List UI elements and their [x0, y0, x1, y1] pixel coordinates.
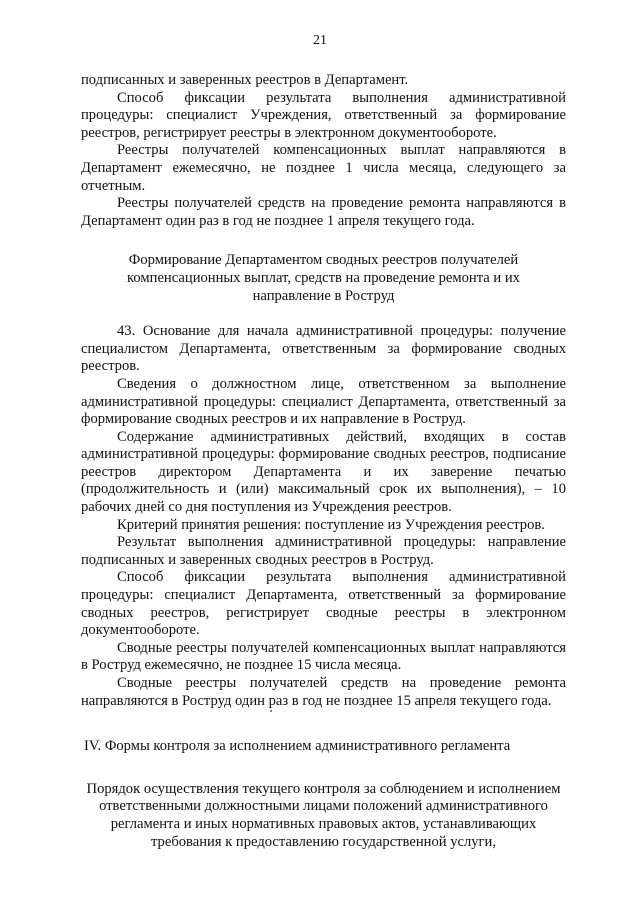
page-number: 21: [313, 33, 327, 48]
paragraph: Сводные реестры получателей компенсационных выплат направляются в Роструд ежемесячно, не позднее 15 числа месяца.: [81, 639, 566, 674]
paragraph: подписанных и заверенных реестров в Департамент.: [81, 72, 409, 88]
section-heading: Формирование Департаментом сводных реестров получателей компенсационных выплат, средств на проведение ремонта и их направление в Роструд: [127, 252, 520, 304]
paragraph: Сводные реестры получателей средств на проведение ремонта направляются в Роструд один раз в год не позднее 15 апреля текущего года.: [81, 675, 566, 709]
paragraph: Результат выполнения административной процедуры: направление подписанных и заверенных сводных реестров в Роструд.: [81, 534, 566, 568]
paragraph: Реестры получателей компенсационных выплат направляются в Департамент ежемесячно, не позднее 1 числа месяца, следующего за отчетным.: [81, 142, 566, 194]
paragraph: Способ фиксации результата выполнения административной процедуры: специалист Учреждения, ответственный за формирование реестров, регистрирует реестры в электронном документообороте.: [81, 89, 566, 141]
subsection-heading: Порядок осуществления текущего контроля за соблюдением и исполнением ответственными должностными лицами положений административного регламента и иных нормативных правовых актов, устанавливающих требования к предоставлению государственной услуги,: [86, 780, 561, 850]
paragraph: Содержание административных действий, входящих в состав административной процедуры: формирование сводных реестров, подписание реестров директором Департамента и их заверение печатью (продолжительность и (или) максимальный срок их выполнения), – 10 рабочих дней со дня поступления из Учреждения реестров.: [81, 428, 566, 516]
paragraph: Реестры получателей средств на проведение ремонта направляются в Департамент один раз в год не позднее 1 апреля текущего года.: [81, 195, 566, 229]
chapter-title: IV. Формы контроля за исполнением административного регламента: [84, 738, 511, 755]
paragraph: 43. Основание для начала административной процедуры: получение специалистом Департамента, ответственным за формирование сводных реестров.: [81, 323, 566, 375]
paragraph: Сведения о должностном лице, ответственном за выполнение административной процедуры: специалист Департамента, ответственный за формирование сводных реестров и их направление в Роструд.: [81, 375, 566, 428]
paragraph: Способ фиксации результата выполнения административной процедуры: специалист Департамента, ответственный за формирование сводных реестров, регистрирует сводные реестры в электронном документообороте.: [81, 569, 566, 639]
scan-artifact: [270, 710, 272, 712]
document-body: [81, 72, 566, 851]
paragraph: Критерий принятия решения: поступление из Учреждения реестров.: [117, 516, 545, 533]
